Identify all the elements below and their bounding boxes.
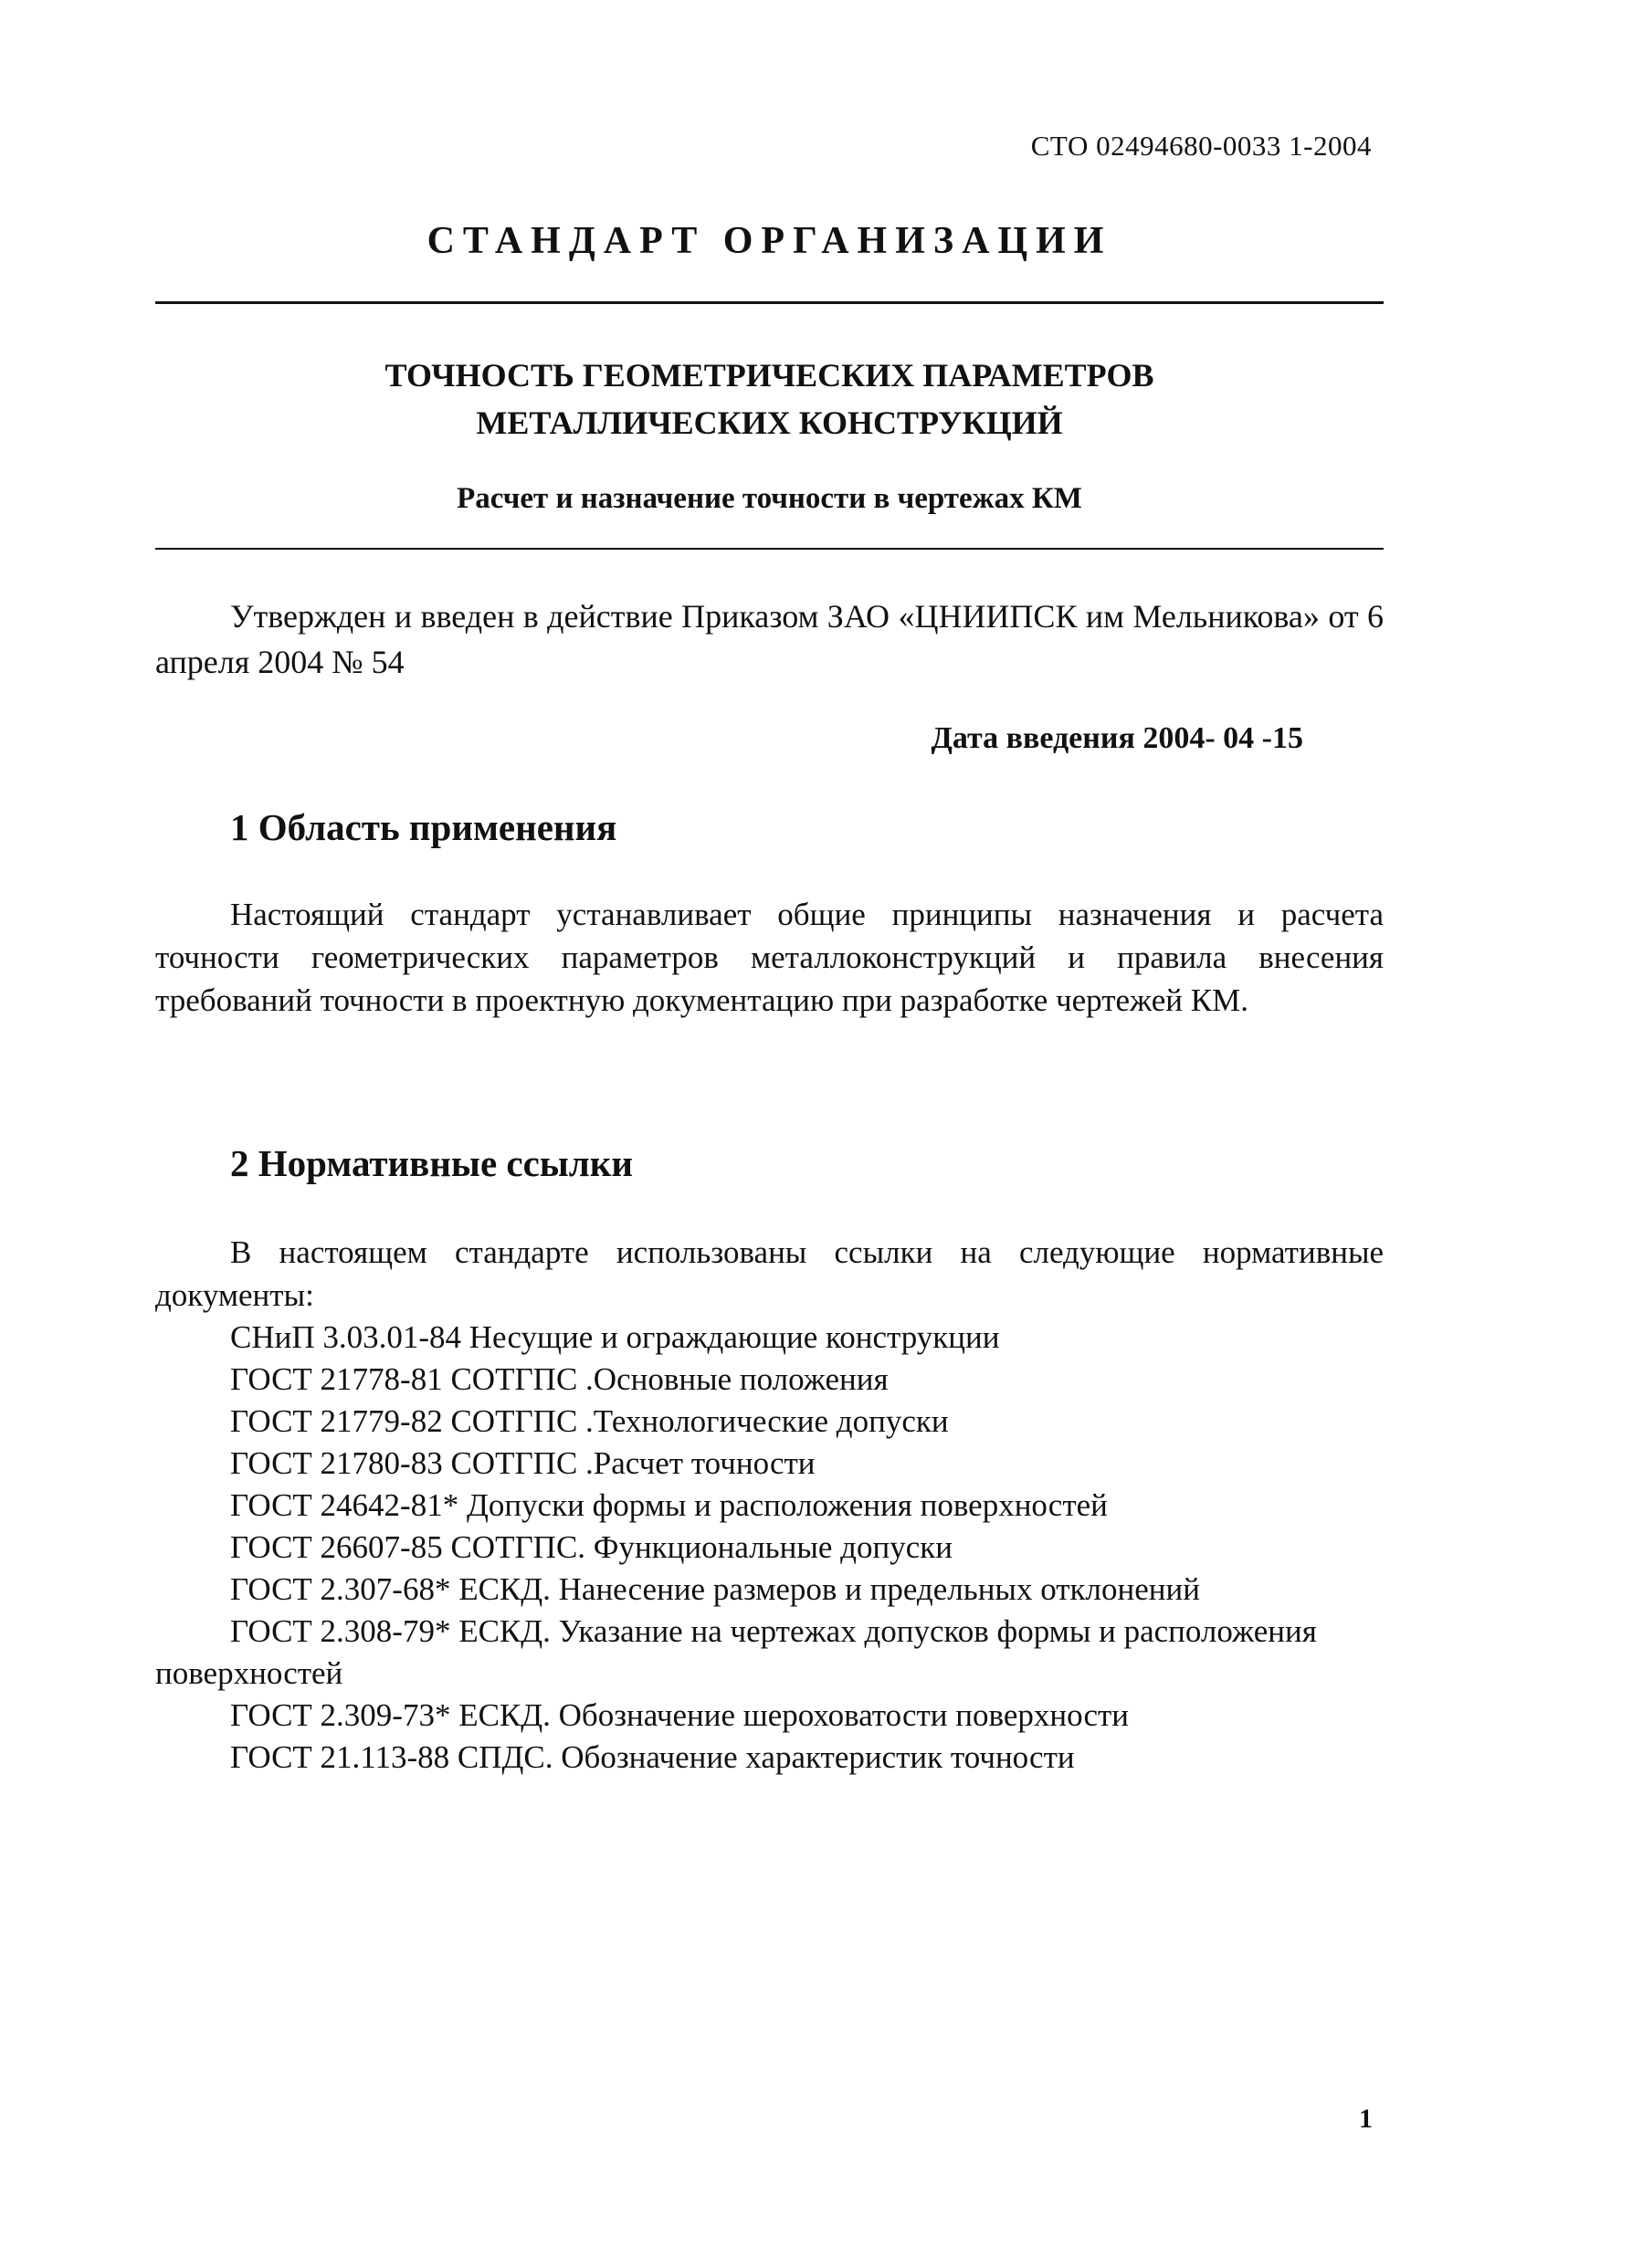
page-number: 1 bbox=[1359, 2104, 1373, 2134]
reference-item: ГОСТ 21779-82 СОТГПС .Технологические допуски bbox=[230, 1403, 949, 1439]
reference-item: ГОСТ 26607-85 СОТГПС. Функциональные допуски bbox=[230, 1529, 953, 1565]
section-1-paragraph: Настоящий стандарт устанавливает общие принципы назначения и расчета точности геометрических параметров металлоконструкций и правила внесения требований точности в проектную документацию при разработке чертежей КМ. bbox=[155, 897, 1384, 1018]
reference-item: ГОСТ 2.309-73* ЕСКД. Обозначение шероховатости поверхности bbox=[230, 1697, 1130, 1733]
reference-item: ГОСТ 21780-83 СОТГПС .Расчет точности bbox=[230, 1445, 816, 1481]
approval-statement: Утвержден и введен в действие Приказом ЗАО «ЦНИИПСК им Мельникова» от 6 апреля 2004 № 54 bbox=[155, 598, 1384, 680]
organization-standard-title: СТАНДАРТ ОРГАНИЗАЦИИ bbox=[426, 220, 1112, 262]
reference-item: ГОСТ 21778-81 СОТГПС .Основные положения bbox=[230, 1361, 889, 1397]
title-divider-bottom bbox=[155, 548, 1384, 550]
document-code: СТО 02494680-0033 1-2004 bbox=[1030, 130, 1372, 162]
title-divider-top bbox=[155, 301, 1384, 304]
section-2-intro: В настоящем стандарте использованы ссылки на следующие нормативные документы: bbox=[155, 1234, 1384, 1313]
introduction-date: Дата введения 2004- 04 -15 bbox=[931, 721, 1303, 755]
document-title-line-1: ТОЧНОСТЬ ГЕОМЕТРИЧЕСКИХ ПАРАМЕТРОВ bbox=[384, 357, 1154, 394]
reference-item: ГОСТ 2.308-79* ЕСКД. Указание на чертежах допусков формы и расположения поверхностей bbox=[155, 1613, 1317, 1691]
section-2-heading: 2 Нормативные ссылки bbox=[230, 1142, 634, 1184]
document-title-line-2: МЕТАЛЛИЧЕСКИХ КОНСТРУКЦИЙ bbox=[476, 404, 1063, 441]
document-subtitle: Расчет и назначение точности в чертежах КМ bbox=[457, 482, 1082, 515]
reference-item: ГОСТ 21.113-88 СПДС. Обозначение характеристик точности bbox=[230, 1739, 1075, 1775]
reference-item: ГОСТ 24642-81* Допуски формы и расположения поверхностей bbox=[230, 1487, 1108, 1523]
normative-references-list bbox=[155, 1317, 1384, 1779]
document-title bbox=[155, 352, 1384, 446]
section-1-heading: 1 Область применения bbox=[230, 806, 617, 848]
reference-item: СНиП 3.03.01-84 Несущие и ограждающие конструкции bbox=[230, 1319, 1000, 1355]
reference-item: ГОСТ 2.307-68* ЕСКД. Нанесение размеров и предельных отклонений bbox=[230, 1571, 1200, 1607]
